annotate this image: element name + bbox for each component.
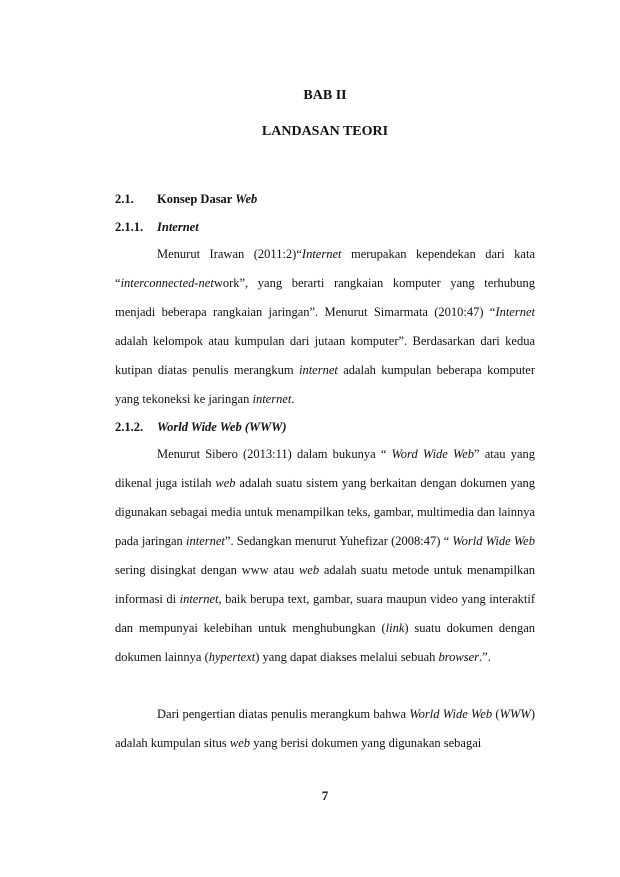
text-run: sering disingkat dengan www atau — [115, 563, 299, 577]
text-run-italic: internet — [186, 534, 225, 548]
text-run-italic: internet — [252, 392, 292, 406]
text-run-italic: Internet — [301, 247, 342, 261]
text-run-italic: web — [215, 476, 236, 490]
text-run-italic: internet — [179, 592, 219, 606]
text-run-italic: internet — [298, 363, 338, 377]
text-run-italic: WWW — [499, 707, 531, 721]
section-heading-2-1-2 — [115, 420, 287, 435]
text-run: adalah suatu metode untuk menampilkan informasi di — [115, 563, 535, 606]
section-number: 2.1.1. — [115, 220, 144, 234]
section-heading-2-1-1 — [115, 220, 199, 235]
text-run-italic: web — [229, 736, 251, 750]
text-run: ”. Sedangkan menurut Yuhefizar (2008:47) “ — [224, 534, 453, 548]
section-number: 2.1.2. — [115, 420, 144, 434]
text-run-italic: Internet — [495, 305, 535, 319]
page-number: 7 — [321, 788, 329, 803]
section-title: World Wide Web (WWW) — [157, 420, 287, 434]
text-run: ) adalah kumpulan situs — [115, 707, 535, 750]
paragraph-world-wide-web — [115, 440, 535, 672]
text-run-italic: Word Wide Web — [391, 447, 475, 461]
text-run: .”. — [479, 650, 491, 664]
text-run: merupakan kependekan dari kata “ — [115, 247, 535, 290]
section-number: 2.1. — [115, 192, 134, 206]
text-run: adalah suatu sistem yang berkaitan dengan dokumen yang digunakan sebagai media untuk menampilkan teks, gambar, multimedia dan lainnya pada jaringan — [115, 476, 535, 548]
text-run: Menurut Sibero (2013:11) dalam bukunya “ — [157, 447, 392, 461]
text-run: Dari pengertian diatas penulis merangkum bahwa — [157, 707, 410, 721]
chapter-title: LANDASAN TEORI — [261, 124, 389, 139]
text-run: yang berisi dokumen yang digunakan sebagai — [250, 736, 482, 750]
paragraph-internet — [115, 240, 535, 414]
text-run-italic: browser — [438, 650, 480, 664]
text-run: ) yang dapat diakses melalui sebuah — [255, 650, 439, 664]
text-run-italic: World Wide Web — [409, 707, 493, 721]
chapter-label: BAB II — [303, 88, 347, 103]
section-title-italic: Web — [235, 192, 258, 206]
text-run: ( — [492, 707, 500, 721]
text-run: , baik berupa text, gambar, suara maupun video yang interaktif dan mempunyai kelebihan untuk menghubungkan ( — [115, 592, 536, 635]
text-run-italic: interconnected-net — [120, 276, 214, 290]
section-title: Internet — [157, 220, 199, 234]
text-run: ) suatu dokumen dengan dokumen lainnya ( — [115, 621, 535, 664]
text-run: adalah kumpulan beberapa komputer yang tekoneksi ke jaringan — [115, 363, 536, 406]
text-run-italic: link — [385, 621, 405, 635]
text-run-italic: World Wide Web — [452, 534, 535, 548]
section-heading-2-1 — [115, 192, 257, 207]
text-run-italic: web — [298, 563, 320, 577]
text-run: . — [291, 392, 295, 406]
text-run-italic: hypertext — [208, 650, 256, 664]
text-run: ” atau yang dikenal juga istilah — [115, 447, 535, 490]
paragraph-summary — [115, 700, 535, 758]
text-run: work”, yang berarti rangkaian komputer yang terhubung menjadi beberapa rangkaian jaringan”. Menurut Simarmata (2010:47) “ — [115, 276, 535, 319]
text-run: adalah kelompok atau kumpulan dari jutaan komputer”. Berdasarkan dari kedua kutipan diatas penulis merangkum — [115, 334, 535, 377]
section-title: Konsep Dasar — [157, 192, 236, 206]
text-run: Menurut Irawan (2011:2)“ — [157, 247, 302, 261]
